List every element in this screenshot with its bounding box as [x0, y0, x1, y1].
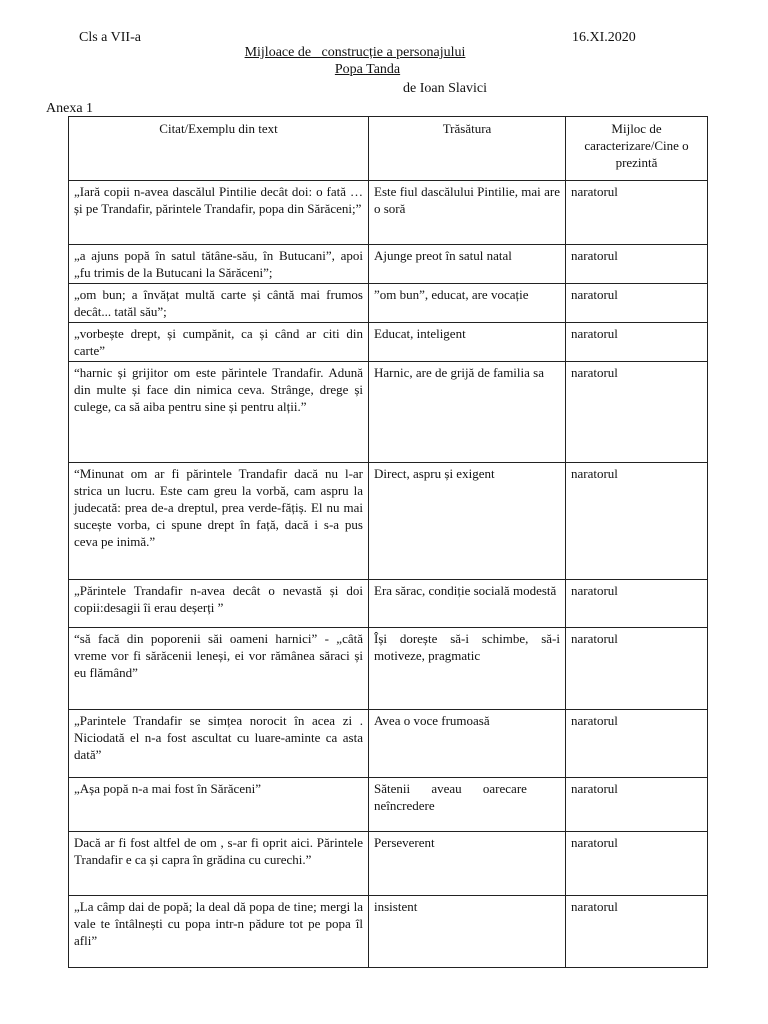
table-row — [69, 245, 708, 284]
author-line: de Ioan Slavici — [403, 81, 487, 96]
means-cell: naratorul — [566, 245, 708, 284]
annex-label: Anexa 1 — [46, 101, 94, 116]
table-header-row — [69, 117, 708, 181]
means-cell: naratorul — [566, 710, 708, 778]
table-row — [69, 896, 708, 968]
table-row — [69, 628, 708, 710]
means-cell: naratorul — [566, 284, 708, 323]
quote-cell: „Așa popă n-a mai fost în Sărăceni” — [69, 778, 369, 832]
trait-cell: ”om bun”, educat, are vocație — [369, 284, 566, 323]
means-cell: naratorul — [566, 832, 708, 896]
quote-cell: „a ajuns popă în satul tătâne-său, în Butucani”, apoi „fu trimis de la Butucani la Sărăceni”; — [69, 245, 369, 284]
quote-cell: “să facă din poporenii săi oameni harnici” - „câtă vreme vor fi sărăcenii leneși, ei vor rămânea săraci și eu flămând” — [69, 628, 369, 710]
quote-cell: Dacă ar fi fost altfel de om , s-ar fi oprit aici. Părintele Trandafir e ca și capra în grădina cu curechi.” — [69, 832, 369, 896]
trait-cell: Direct, aspru și exigent — [369, 463, 566, 580]
means-cell: naratorul — [566, 323, 708, 362]
trait-cell: Perseverent — [369, 832, 566, 896]
trait-cell: Era sărac, condiție socială modestă — [369, 580, 566, 628]
class-label: Cls a VII-a — [79, 30, 141, 45]
means-cell: naratorul — [566, 362, 708, 463]
quote-cell: „om bun; a învățat multă carte și cântă mai frumos decât... tatăl său”; — [69, 284, 369, 323]
quote-cell: „vorbește drept, și cumpănit, ca și când ar citi din carte” — [69, 323, 369, 362]
trait-cell: Educat, inteligent — [369, 323, 566, 362]
trait-cell: Este fiul dascălului Pintilie, mai are o soră — [369, 181, 566, 245]
quote-cell: „La câmp dai de popă; la deal dă popa de tine; mergi la vale te întâlnești cu popa intr-n pădure tot pe popa îl afli” — [69, 896, 369, 968]
table-row — [69, 778, 708, 832]
column-header-trait: Trăsătura — [369, 117, 566, 181]
document-title-line1: Mijloace de construcție a personajului — [244, 45, 466, 60]
means-cell: naratorul — [566, 181, 708, 245]
trait-cell: Avea o voce frumoasă — [369, 710, 566, 778]
table-row — [69, 580, 708, 628]
document-date: 16.XI.2020 — [572, 30, 636, 45]
table-row — [69, 710, 708, 778]
table-row — [69, 463, 708, 580]
table-row — [69, 362, 708, 463]
table-row — [69, 323, 708, 362]
trait-cell: Harnic, are de grijă de familia sa — [369, 362, 566, 463]
column-header-means: Mijloc de caracterizare/Cine o prezintă — [566, 117, 708, 181]
table-row — [69, 284, 708, 323]
quote-cell: „Părintele Trandafir n-avea decât o nevastă și doi copii:desagii îi erau deșerți ” — [69, 580, 369, 628]
quote-cell: “Minunat om ar fi părintele Trandafir dacă nu l-ar strica un lucru. Este cam greu la vorbă, cam aspru la judecată: prea de-a dreptul, prea verde-fățiș. El nu mai sucește vorba, ci spune drept în față, dacă i s-a pus ceva pe inimă.” — [69, 463, 369, 580]
means-cell: naratorul — [566, 778, 708, 832]
means-cell: naratorul — [566, 896, 708, 968]
characterization-table — [68, 116, 708, 968]
quote-cell: “harnic și grijitor om este părintele Trandafir. Adună din multe și face din nimica ceva. Strânge, drege și culege, ca să aiba pentru sine și pentru alții.” — [69, 362, 369, 463]
trait-cell: Sătenii aveau oarecare neîncredere — [369, 778, 566, 832]
trait-cell: insistent — [369, 896, 566, 968]
means-cell: naratorul — [566, 628, 708, 710]
column-header-quote: Citat/Exemplu din text — [69, 117, 369, 181]
quote-cell: „Parintele Trandafir se simțea norocit în acea zi . Niciodată el n-a fost ascultat cu luare-aminte ca asta dată” — [69, 710, 369, 778]
table-row — [69, 832, 708, 896]
table-row — [69, 181, 708, 245]
document-title-line2: Popa Tanda — [334, 62, 401, 77]
trait-cell: Ajunge preot în satul natal — [369, 245, 566, 284]
trait-cell: Își dorește să-i schimbe, să-i motiveze, pragmatic — [369, 628, 566, 710]
means-cell: naratorul — [566, 580, 708, 628]
means-cell: naratorul — [566, 463, 708, 580]
quote-cell: „Iară copii n-avea dascălul Pintilie decât doi: o fată … și pe Trandafir, părintele Trandafir, popa din Sărăceni;” — [69, 181, 369, 245]
